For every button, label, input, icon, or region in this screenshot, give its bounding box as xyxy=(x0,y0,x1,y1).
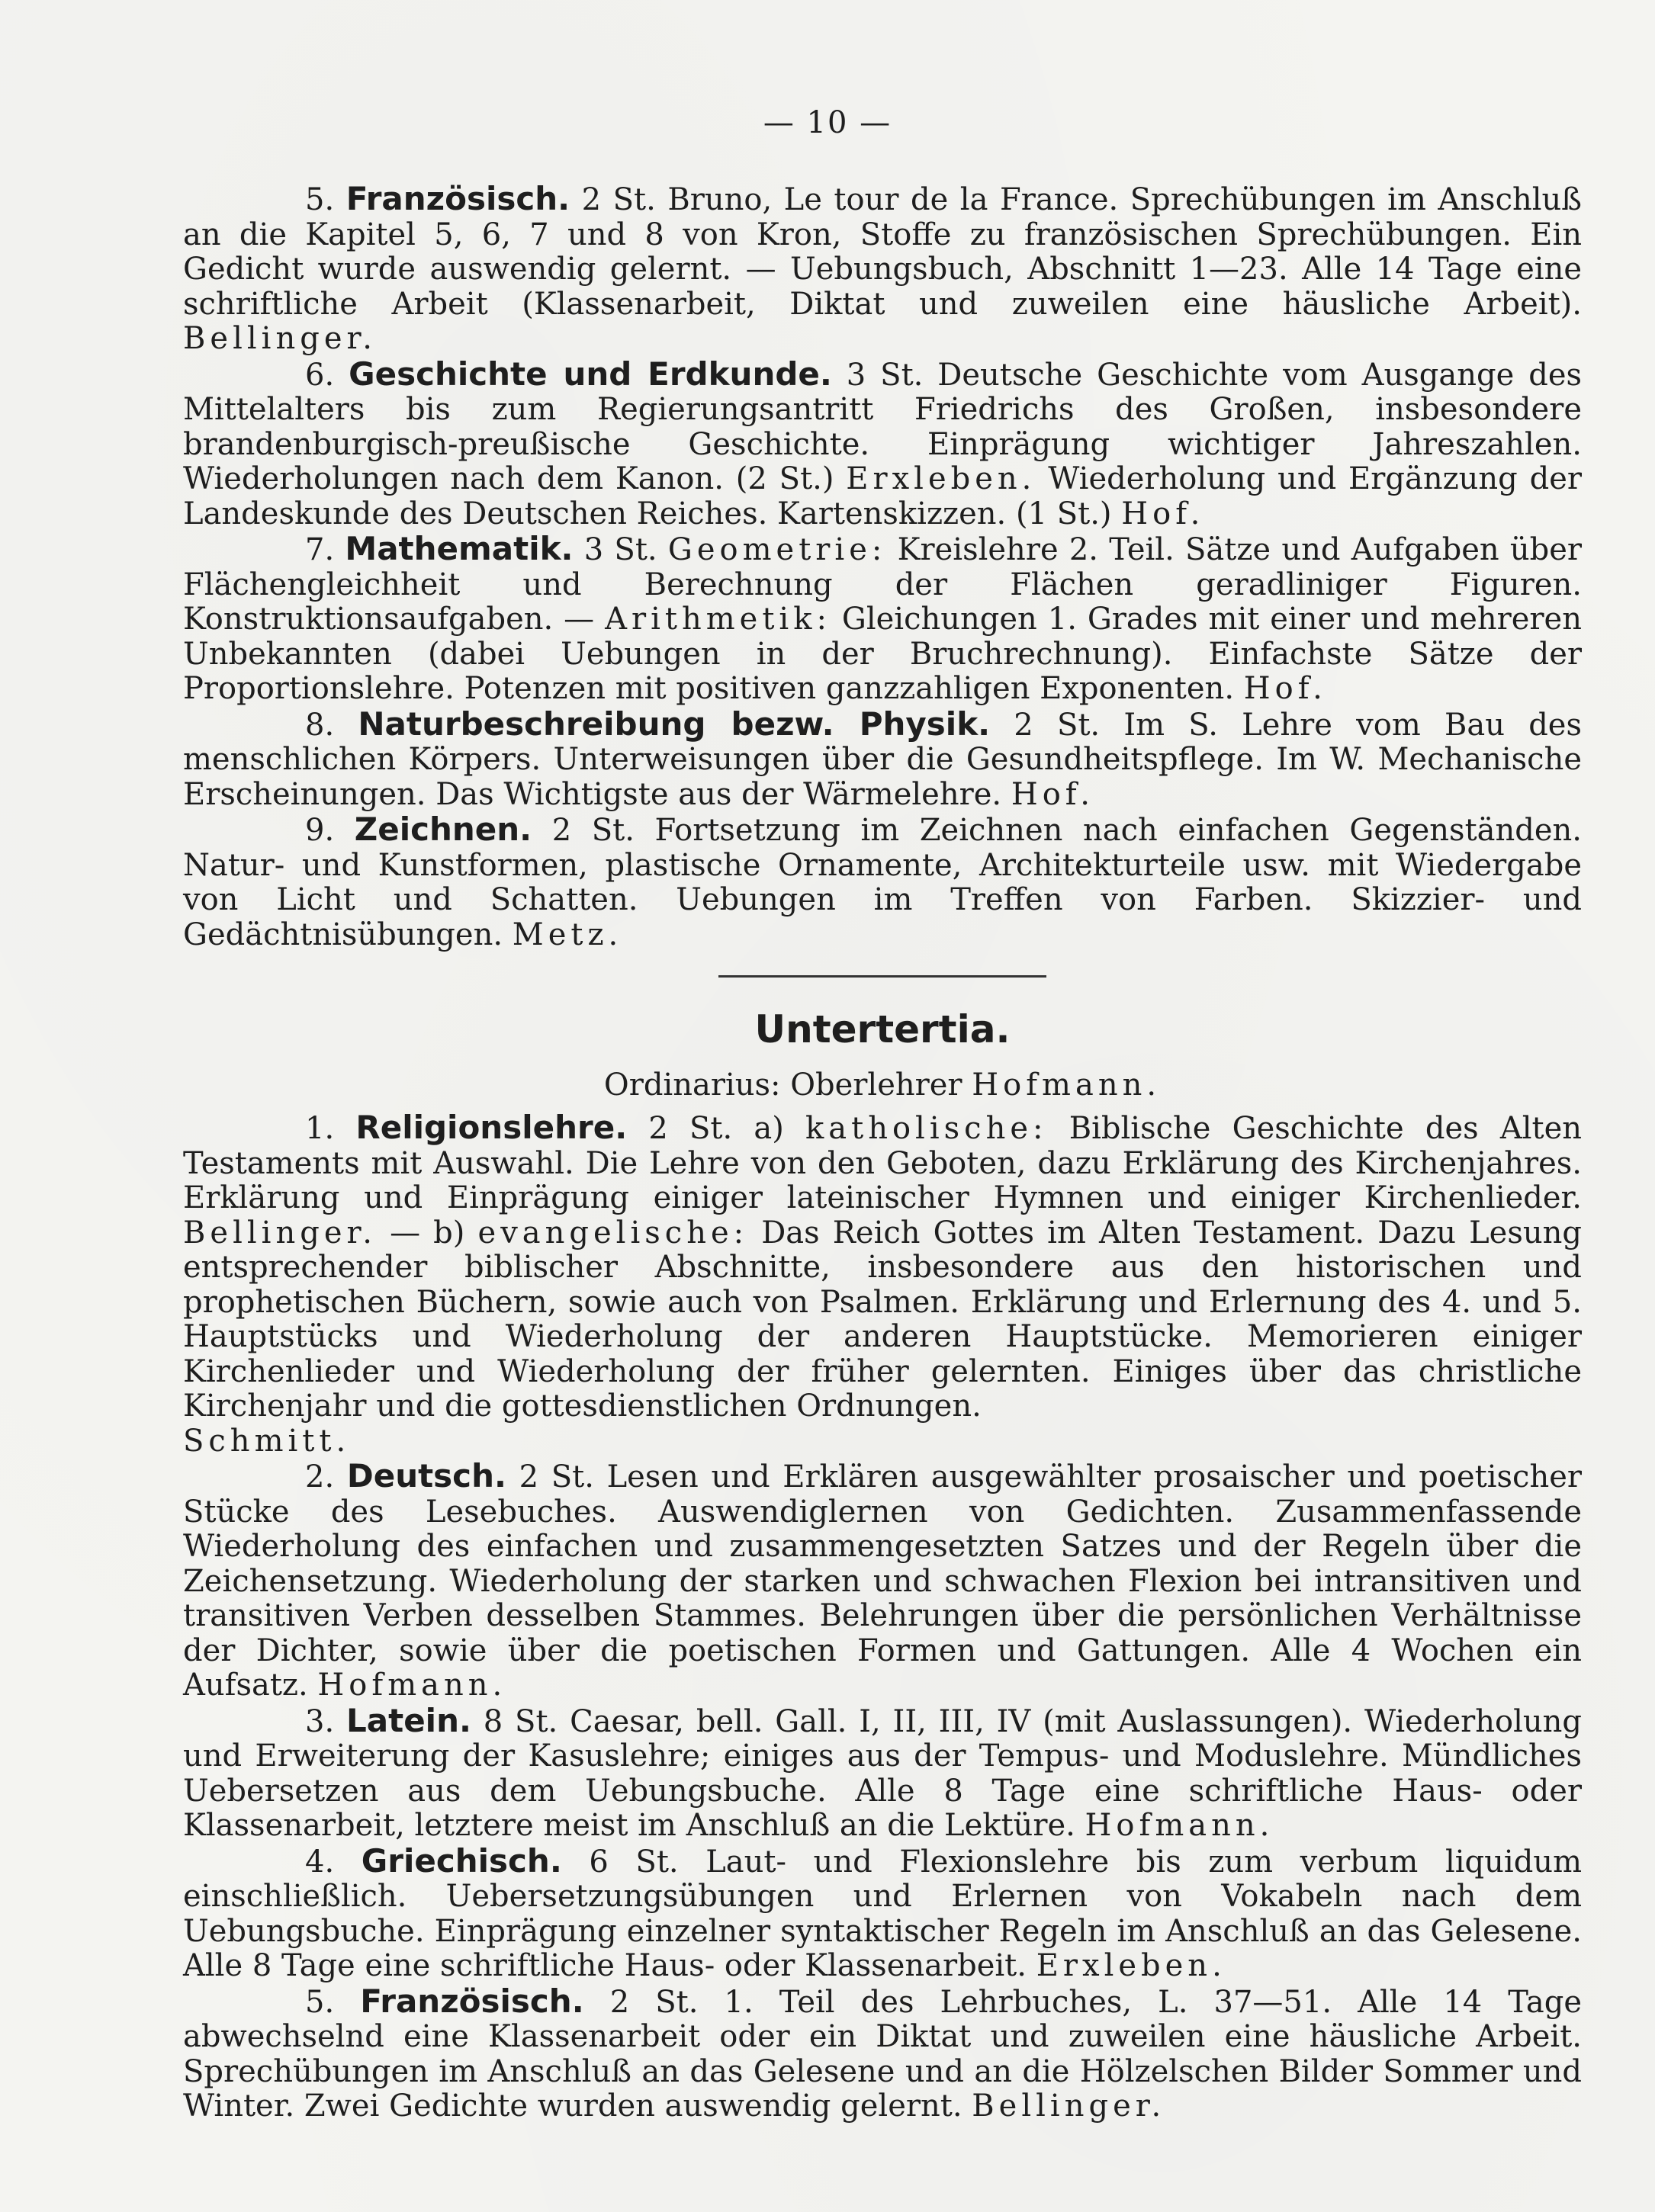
paragraph-franzoesisch-lower xyxy=(183,1984,1582,2124)
paragraph-body: — b) xyxy=(390,1215,465,1250)
paragraph-body: 2 St. Lesen und Erklären ausgewählter prosaischer und poetischer Stücke des Lesebuches. Auswendiglernen von Gedichten. Zusammenfassende Wiederholung des einfachen und zusammengesetzten Satzes und der Regeln über die Zeichensetzung. Wiederholung der starken und schwachen Flexion bei intransitiven und transitiven Verben desselben Stammes. Belehrungen über die persönlichen Verhältnisse der Dichter, sowie über die poetischen Formen und Gattungen. Alle 4 Wochen ein Aufsatz. xyxy=(183,1459,1582,1703)
teacher-name: Bellinger. xyxy=(972,2088,1166,2124)
subject-heading: Mathematik. xyxy=(345,530,574,567)
subject-heading: Geschichte und Erdkunde. xyxy=(349,355,832,393)
item-number: 5. xyxy=(305,1984,335,2020)
subject-heading: Religionslehre. xyxy=(355,1109,628,1146)
paragraph-body: Biblische Geschichte des Alten Testaments mit Auswahl. Die Lehre von den Geboten, dazu Erklärung des Kirchenjahres. Erklärung und Einprägung einiger lateinischer Hymnen und einiger Kirchenlieder. xyxy=(183,1111,1583,1215)
subject-heading: Naturbeschreibung bezw. Physik. xyxy=(358,705,991,743)
teacher-name: Erxleben. xyxy=(846,461,1036,496)
ordinarius-line xyxy=(183,1066,1582,1104)
teacher-name: Metz. xyxy=(512,917,623,952)
subject-heading: Französisch. xyxy=(345,180,570,217)
page-number: — 10 — xyxy=(763,105,892,140)
teacher-name: Schmitt. xyxy=(183,1423,351,1459)
signature-line xyxy=(183,1424,1582,1459)
teacher-name: Hofmann. xyxy=(317,1668,507,1703)
subtopic-label: Geometrie: xyxy=(667,532,887,567)
teacher-name: Erxleben. xyxy=(1036,1948,1226,1983)
paragraph-body: Kreislehre 2. Teil. Sätze und Aufgaben über Flächengleichheit und Berechnung der Flächen geradliniger Figuren. Konstruktionsaufgaben. — xyxy=(183,532,1583,637)
paragraph-religionslehre xyxy=(183,1110,1582,1424)
item-number: 9. xyxy=(305,813,335,848)
subject-heading: Griechisch. xyxy=(361,1841,562,1880)
paragraph-latein xyxy=(183,1703,1582,1844)
subject-heading: Deutsch. xyxy=(346,1457,506,1494)
paragraph-body: Wiederholung und Ergänzung der Landeskunde des Deutschen Reiches. Kartenskizzen. (1 St.) xyxy=(183,461,1583,531)
item-number: 5. xyxy=(305,182,335,217)
paragraph-naturbeschreibung xyxy=(183,707,1582,813)
teacher-name: Hof. xyxy=(1243,671,1327,706)
paragraph-griechisch xyxy=(183,1841,1582,1984)
paragraph-body: 2 St. Im S. Lehre vom Bau des menschlichen Körpers. Unterweisungen über die Gesundheitspflege. Im W. Mechanische Erscheinungen. Das Wichtigste aus der Wärmelehre. xyxy=(183,707,1583,812)
paragraph-body: Das Reich Gottes im Alten Testament. Dazu Lesung entsprechender biblischer Abschnitte, insbesondere aus den historischen und prophetischen Büchern, sowie auch von Psalmen. Erklärung und Erlernung des 4. und 5. Hauptstücks und Wiederholung der anderen Hauptstücke. Memorieren einiger Kirchenlieder und Wiederholung der früher gelernten. Einiges über das christliche Kirchenjahr und die gottesdienstlichen Ordnungen. xyxy=(183,1215,1583,1424)
subject-heading: Zeichnen. xyxy=(354,811,532,848)
paragraph-zeichnen xyxy=(183,812,1582,952)
item-number: 7. xyxy=(305,532,335,567)
paragraph-body: 3 St. Deutsche Geschichte vom Ausgange des Mittelalters bis zum Regierungsantritt Friedrichs des Großen, insbesondere brandenburgisch-preußische Geschichte. Einprägung wichtiger Jahreszahlen. Wiederholungen nach dem Kanon. (2 St.) xyxy=(183,357,1583,496)
item-number: 1. xyxy=(305,1111,335,1146)
paragraph-body: 2 St. a) xyxy=(648,1111,784,1146)
paragraph-body: 2 St. 1. Teil des Lehrbuches, L. 37—51. Alle 14 Tage abwechselnd eine Klassenarbeit oder ein Diktat und zuweilen eine häusliche Arbeit. Sprechübungen im Anschluß an das Gelesene und an die Hölzelschen Bilder Sommer und Winter. Zwei Gedichte wurden auswendig gelernt. xyxy=(183,1984,1582,2124)
paragraph-deutsch xyxy=(183,1459,1582,1703)
teacher-name: Hof. xyxy=(1011,776,1094,812)
paragraph-body: Gleichungen 1. Grades mit einer und mehreren Unbekannten (dabei Uebungen in der Bruchrechnung). Einfachste Sätze der Proportionslehre. Potenzen mit positiven ganzzahligen Exponenten. xyxy=(183,602,1582,706)
subtopic-label: Arithmetik: xyxy=(605,602,831,637)
teacher-name: Bellinger. xyxy=(183,321,377,356)
item-number: 2. xyxy=(305,1459,335,1494)
teacher-name: Bellinger. xyxy=(183,1215,377,1250)
paragraph-mathematik xyxy=(183,531,1582,707)
ordinarius-name: Hofmann. xyxy=(972,1067,1162,1103)
subtopic-label: katholische: xyxy=(805,1111,1048,1146)
text-column xyxy=(183,181,1582,2124)
item-number: 8. xyxy=(305,707,335,743)
paragraph-body: 3 St. xyxy=(583,532,657,567)
paragraph-body: 8 St. Caesar, bell. Gall. I, II, III, IV (mit Auslassungen). Wiederholung und Erweiterung der Kasuslehre; einiges aus der Tempus- und Moduslehre. Mündliches Uebersetzen aus dem Uebungsbuche. Alle 8 Tage eine schriftliche Haus- oder Klassenarbeit, letztere meist im Anschluß an die Lektüre. xyxy=(183,1703,1583,1843)
teacher-name: Hofmann. xyxy=(1085,1808,1274,1843)
subtopic-label: evangelische: xyxy=(477,1215,749,1250)
ordinarius-label: Ordinarius: Oberlehrer xyxy=(603,1067,962,1103)
paragraph-body: 2 St. Fortsetzung im Zeichnen nach einfachen Gegenständen. Natur- und Kunstformen, plastische Ornamente, Architekturteile usw. mit Wiedergabe von Licht und Schatten. Uebungen im Treffen von Farben. Skizzier- und Gedächtnisübungen. xyxy=(183,813,1583,952)
class-title: Untertertia. xyxy=(754,1007,1011,1051)
item-number: 4. xyxy=(305,1844,335,1880)
paragraph-body: 6 St. Laut- und Flexionslehre bis zum verbum liquidum einschließlich. Uebersetzungsübungen und Erlernen von Vokabeln nach dem Uebungsbuche. Einprägung einzelner syntaktischer Regeln im Anschluß an das Gelesene. Alle 8 Tage eine schriftliche Haus- oder Klassenarbeit. xyxy=(183,1844,1582,1983)
section-divider xyxy=(718,975,1046,978)
paragraph-body: 2 St. Bruno, Le tour de la France. Sprechübungen im Anschluß an die Kapitel 5, 6, 7 und 8 von Kron, Stoffe zu französischen Sprechübungen. Ein Gedicht wurde auswendig gelernt. — Uebungsbuch, Abschnitt 1—23. Alle 14 Tage eine schriftliche Arbeit (Klassenarbeit, Diktat und zuweilen eine häusliche Arbeit). xyxy=(183,182,1583,322)
subject-heading: Französisch. xyxy=(360,1982,584,2020)
subject-heading: Latein. xyxy=(346,1701,471,1739)
teacher-name: Hof. xyxy=(1121,496,1205,531)
item-number: 6. xyxy=(305,357,335,393)
item-number: 3. xyxy=(305,1703,335,1739)
paragraph-geschichte xyxy=(183,357,1582,532)
paragraph-franzoesisch-upper xyxy=(183,181,1582,357)
